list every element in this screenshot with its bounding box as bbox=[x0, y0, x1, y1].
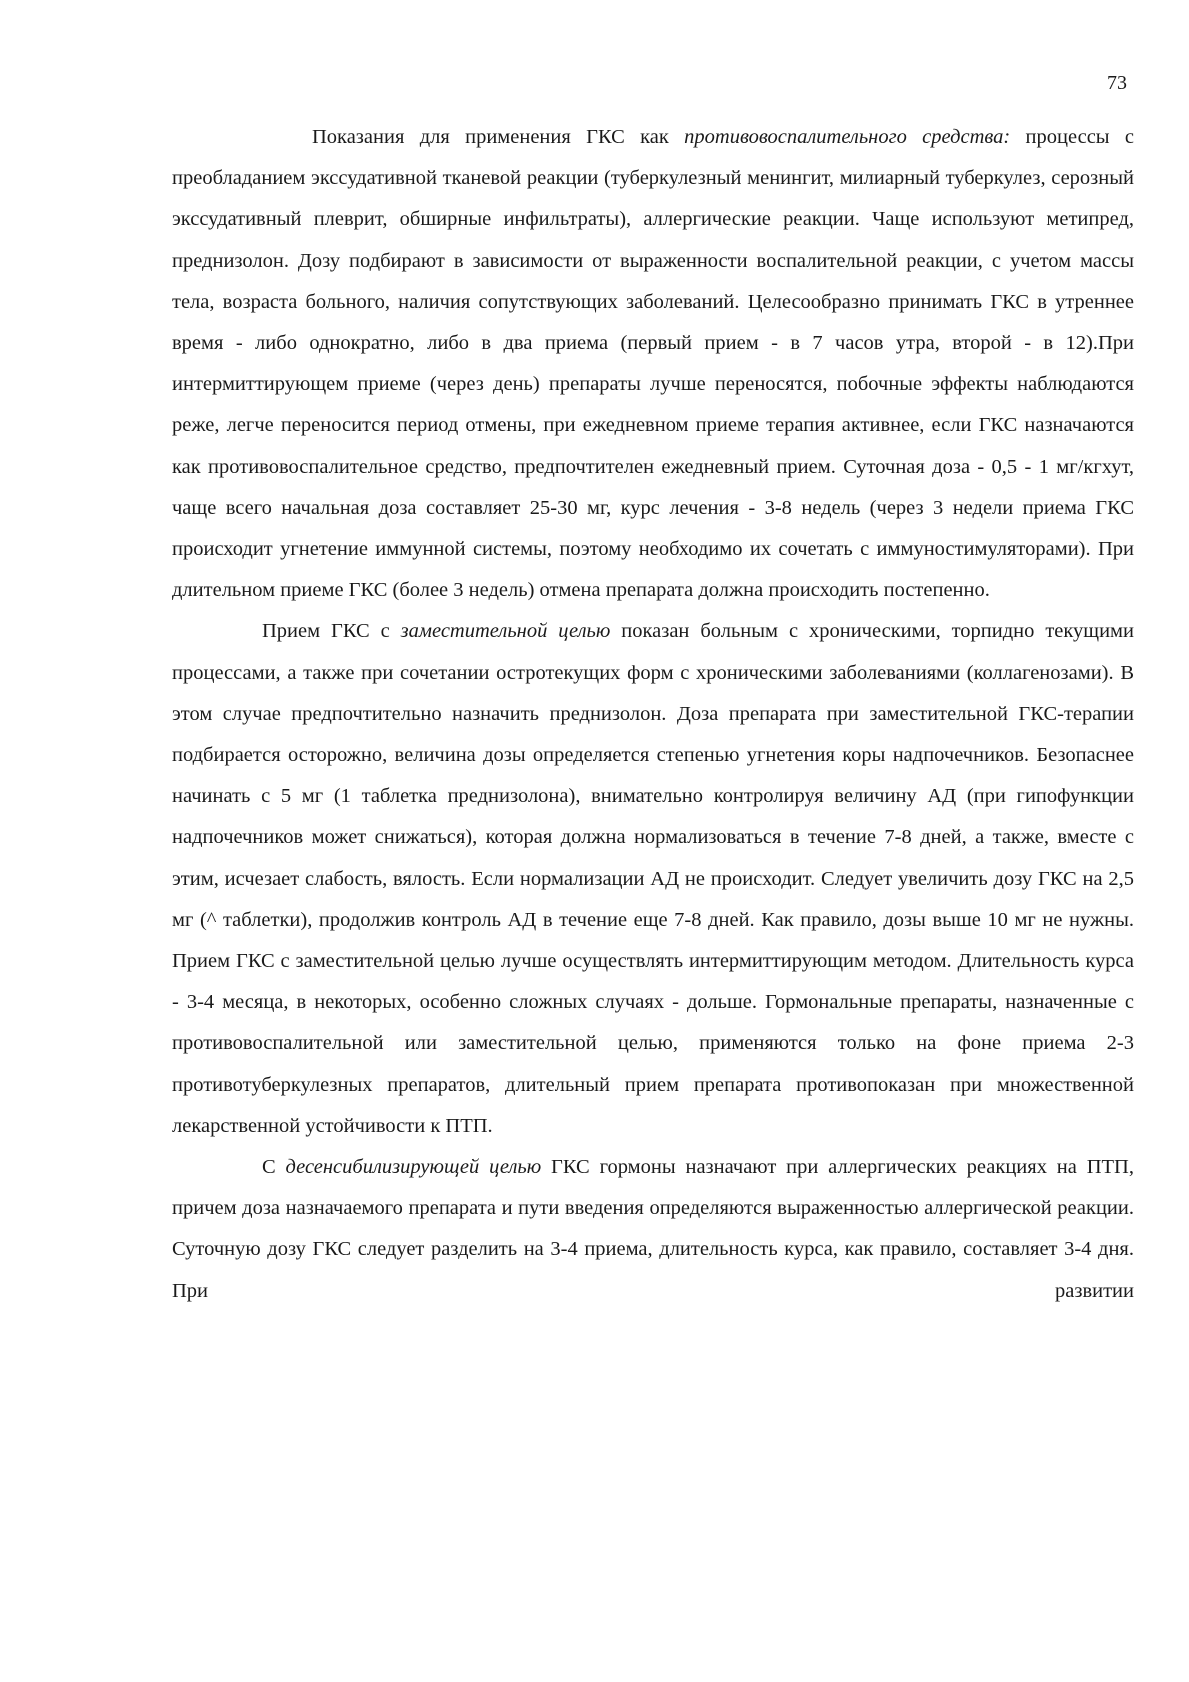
paragraph-desensitizing-therapy bbox=[172, 1147, 1134, 1312]
page-number: 73 bbox=[1107, 72, 1127, 94]
paragraph-text: ГКС гормоны назначают при аллергических реакциях на ПТП, причем доза назначаемого препарата и пути введения определяются выраженностью аллергической реакции. Суточную дозу ГКС следует разделить на 3-4 приема, длительность курса, как правило, составляет 3-4 дня. При развитии bbox=[172, 1156, 1134, 1302]
emphasis-desensitizing: десенсибилизирующей целью bbox=[285, 1156, 542, 1179]
paragraph-lead: С bbox=[262, 1156, 286, 1179]
document-body bbox=[172, 117, 1134, 1312]
paragraph-text: показан больным с хроническими, торпидно текущими процессами, а также при сочетании остротекущих форм с хроническими заболеваниями (коллагенозами). В этом случае предпочтительно назначить преднизолон. Доза препарата при заместительной ГКС-терапии подбирается осторожно, величина дозы определяется степенью угнетения коры надпочечников. Безопаснее начинать с 5 мг (1 таблетка преднизолона), внимательно контролируя величину АД (при гипофункции надпочечников может снижаться), которая должна нормализоваться в течение 7-8 дней, а также, вместе с этим, исчезает слабость, вялость. Если нормализации АД не происходит. Следует увеличить дозу ГКС на 2,5 мг (^ таблетки), продолжив контроль АД в течение еще 7-8 дней. Как правило, дозы выше 10 мг не нужны. Прием ГКС с заместительной целью лучше осуществлять интермиттирующим методом. Длительность курса - 3-4 месяца, в некоторых, особенно сложных случаях - дольше. Гормональные препараты, назначенные с противовоспалительной или заместительной целью, применяются только на фоне приема 2-3 противотуберкулезных препаратов, длительный прием препарата противопоказан при множественной лекарственной устойчивости к ПТП. bbox=[172, 620, 1135, 1137]
paragraph-lead: Показания для применения ГКС как bbox=[312, 126, 685, 148]
paragraph-replacement-therapy bbox=[172, 611, 1134, 1147]
emphasis-replacement: заместительной целью bbox=[400, 620, 611, 643]
paragraph-lead: Прием ГКС с bbox=[262, 620, 401, 643]
paragraph-anti-inflammatory-indications bbox=[172, 117, 1134, 611]
paragraph-text: процессы с преобладанием экссудативной тканевой реакции (туберкулезный менингит, милиарный туберкулез, серозный экссудативный плеврит, обширные инфильтраты), аллергические реакции. Чаще используют метипред, преднизолон. Дозу подбирают в зависимости от выраженности воспалительной реакции, с учетом массы тела, возраста больного, наличия сопутствующих заболеваний. Целесообразно принимать ГКС в утреннее время - либо однократно, либо в два приема (первый прием - в 7 часов утра, второй - в 12).При интермиттирующем приеме (через день) препараты лучше переносятся, побочные эффекты наблюдаются реже, легче переносится период отмены, при ежедневном приеме терапия активнее, если ГКС назначаются как противовоспалительное средство, предпочтителен ежедневный прием. Суточная доза - 0,5 - 1 мг/кгхут, чаще всего начальная доза составляет 25-30 мг, курс лечения - 3-8 недель (через 3 недели приема ГКС происходит угнетение иммунной системы, поэтому необходимо их сочетать с иммуностимуляторами). При длительном приеме ГКС (более 3 недель) отмена препарата должна происходить постепенно. bbox=[172, 126, 1134, 602]
emphasis-anti-inflammatory: противовоспалительного средства: bbox=[684, 126, 1011, 148]
